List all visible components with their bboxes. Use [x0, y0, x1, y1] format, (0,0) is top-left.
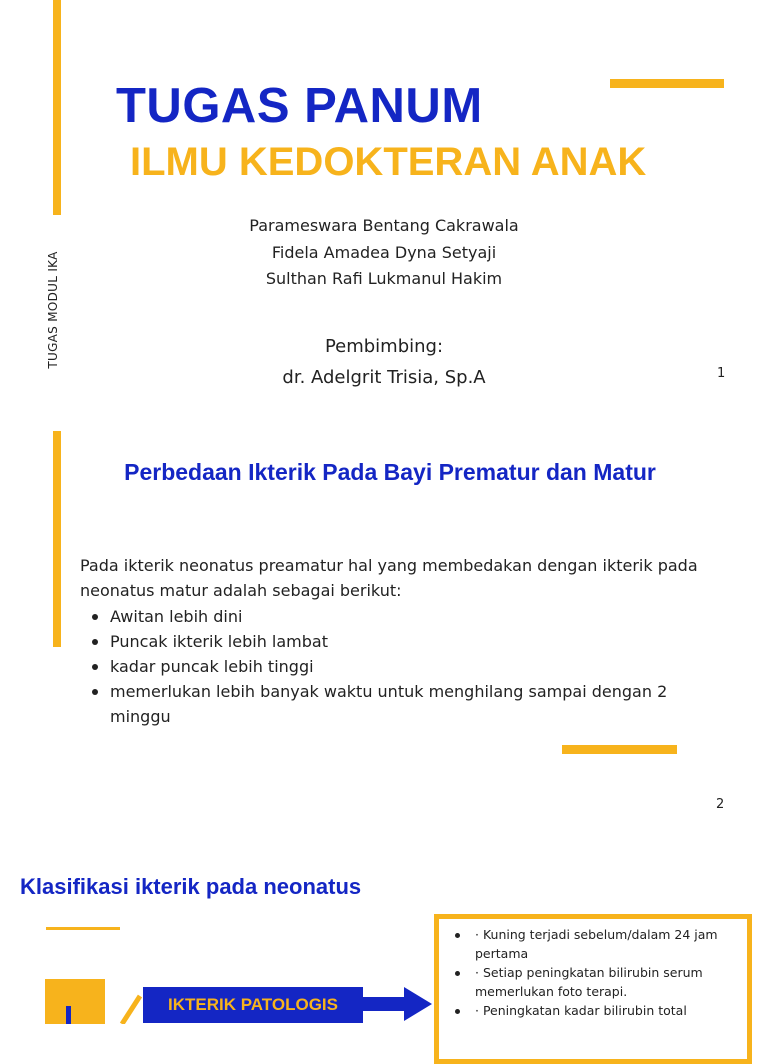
- author-name: Fidela Amadea Dyna Setyaji: [271, 243, 497, 262]
- page-number: 2: [716, 797, 725, 812]
- ikterik-patologis-label: IKTERIK PATOLOGIS: [143, 987, 363, 1023]
- list-item: kadar puncak lebih tinggi: [86, 654, 726, 679]
- section-title: Perbedaan Ikterik Pada Bayi Prematur dan Matur: [124, 459, 656, 485]
- list-item: · Setiap peningkatan bilirubin serum memerlukan foto terapi.: [447, 963, 743, 1001]
- side-label: TUGAS MODUL IKA: [46, 251, 60, 369]
- bullet-list: [86, 604, 726, 729]
- author-name: Sulthan Rafi Lukmanul Hakim: [265, 269, 503, 288]
- list-item: · Kuning terjadi sebelum/dalam 24 jam pertama: [447, 925, 743, 963]
- section-title: Klasifikasi ikterik pada neonatus: [20, 874, 362, 899]
- list-item: memerlukan lebih banyak waktu untuk menghilang sampai dengan 2 minggu: [86, 679, 726, 729]
- list-item: Puncak ikterik lebih lambat: [86, 629, 726, 654]
- page-subtitle: ILMU KEDOKTERAN ANAK: [130, 140, 647, 184]
- list-item: Awitan lebih dini: [86, 604, 726, 629]
- list-item: · Peningkatan kadar bilirubin total: [447, 1001, 743, 1020]
- criteria-list: [447, 925, 743, 1020]
- page-title: TUGAS PANUM: [116, 79, 483, 133]
- intro-paragraph: Pada ikterik neonatus preamatur hal yang membedakan dengan ikterik pada neonatus matur adalah sebagai berikut:: [80, 556, 698, 600]
- page1-left-accent-bar: [53, 0, 61, 215]
- arrow-right-icon: [362, 985, 434, 1024]
- page2-left-accent-bar: [53, 431, 61, 647]
- supervisor-label: Pembimbing:: [324, 336, 444, 357]
- page-number: 1: [717, 366, 726, 381]
- page3-underline-bar: [46, 927, 120, 930]
- supervisor-name: dr. Adelgrit Trisia, Sp.A: [282, 367, 486, 388]
- page2-bottom-accent-bar: [562, 745, 677, 754]
- page3-corner-block: [45, 979, 105, 1024]
- criteria-box: [434, 914, 752, 1064]
- author-name: Parameswara Bentang Cakrawala: [249, 216, 519, 235]
- page3-corner-mark: [66, 1006, 71, 1024]
